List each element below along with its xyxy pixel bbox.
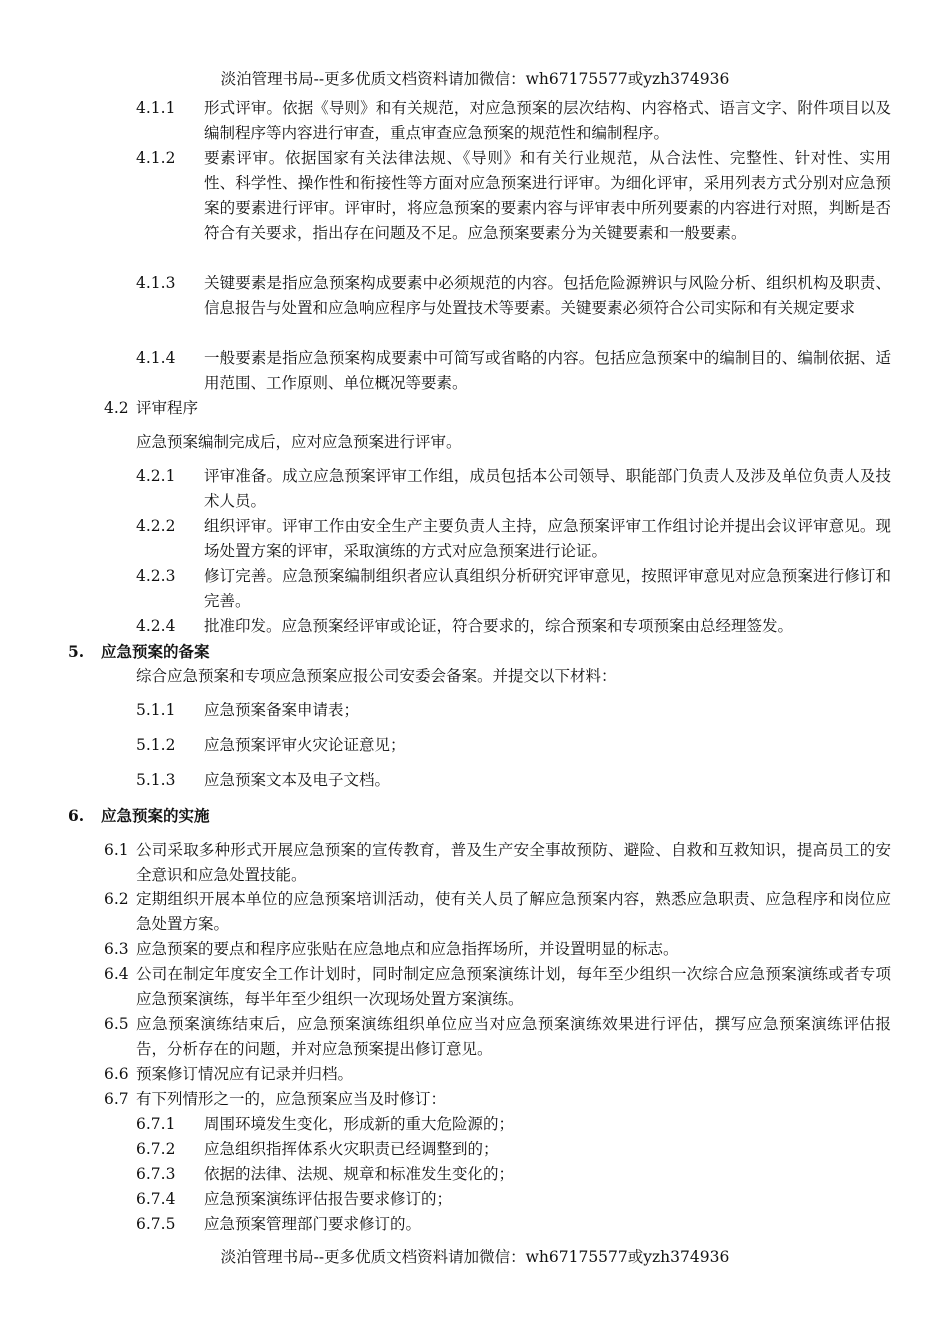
clause-number: 4.2.1 bbox=[136, 467, 176, 485]
clause-text: 形式评审。依据《导则》和有关规范，对应急预案的层次结构、内容格式、语言文字、附件项目以及编制程序等内容进行审查，重点审查应急预案的规范性和编制程序。 bbox=[204, 99, 891, 142]
section-number: 4.2 bbox=[104, 399, 129, 417]
clause-text: 批准印发。应急预案经评审或论证，符合要求的，综合预案和专项预案由总经理签发。 bbox=[204, 617, 794, 635]
clause-4-2-3 bbox=[136, 564, 891, 614]
section-5-intro: 综合应急预案和专项应急预案应报公司安委会备案。并提交以下材料： bbox=[136, 667, 617, 685]
clause-number: 6.7.5 bbox=[136, 1215, 176, 1233]
clause-4-1-3 bbox=[136, 271, 891, 321]
section-6-heading bbox=[68, 803, 891, 828]
clause-number: 4.1.4 bbox=[136, 349, 176, 367]
clause-text: 应急预案的要点和程序应张贴在应急地点和应急指挥场所，并设置明显的标志。 bbox=[136, 940, 679, 958]
clause-6-4 bbox=[104, 962, 891, 1012]
clause-6-2 bbox=[104, 887, 891, 937]
clause-5-1-3 bbox=[136, 768, 891, 793]
clause-6-7 bbox=[104, 1087, 891, 1112]
clause-5-1-2 bbox=[136, 733, 891, 758]
clause-4-2-1 bbox=[136, 464, 891, 514]
clause-number: 6.6 bbox=[104, 1065, 129, 1083]
clause-5-1-1 bbox=[136, 698, 891, 723]
clause-text: 应急预案文本及电子文档。 bbox=[204, 771, 391, 789]
clause-text: 定期组织开展本单位的应急预案培训活动，使有关人员了解应急预案内容，熟悉应急职责、应急程序和岗位应急处置方案。 bbox=[136, 890, 891, 933]
clause-text: 关键要素是指应急预案构成要素中必须规范的内容。包括危险源辨识与风险分析、组织机构及职责、信息报告与处置和应急响应程序与处置技术等要素。关键要素必须符合公司实际和有关规定要求 bbox=[204, 274, 891, 317]
clause-4-2-4 bbox=[136, 614, 891, 639]
clause-text: 应急组织指挥体系火灾职责已经调整到的； bbox=[204, 1140, 499, 1158]
clause-text: 应急预案评审火灾论证意见； bbox=[204, 736, 406, 754]
section-title: 应急预案的实施 bbox=[101, 806, 210, 825]
clause-number: 5.1.3 bbox=[136, 771, 176, 789]
clause-number: 6.7.4 bbox=[136, 1190, 176, 1208]
page-footer: 淡泊管理书局--更多优质文档资料请加微信：wh67175577或yzh374936 bbox=[220, 1248, 730, 1266]
clause-number: 6.7.2 bbox=[136, 1140, 176, 1158]
clause-text: 有下列情形之一的，应急预案应当及时修订： bbox=[136, 1090, 447, 1108]
clause-number: 5.1.2 bbox=[136, 736, 176, 754]
clause-text: 应急预案备案申请表； bbox=[204, 701, 360, 719]
section-4-2 bbox=[104, 396, 891, 421]
section-number: 6. bbox=[68, 806, 85, 825]
clause-number: 6.7 bbox=[104, 1090, 129, 1108]
clause-number: 6.4 bbox=[104, 965, 129, 983]
clause-6-7-2 bbox=[136, 1137, 891, 1162]
clause-number: 6.7.3 bbox=[136, 1165, 176, 1183]
clause-4-1-2 bbox=[136, 146, 891, 246]
clause-text: 评审准备。成立应急预案评审工作组，成员包括本公司领导、职能部门负责人及涉及单位负责人及技术人员。 bbox=[204, 467, 891, 510]
clause-number: 6.3 bbox=[104, 940, 129, 958]
clause-text: 依据的法律、法规、规章和标准发生变化的； bbox=[204, 1165, 515, 1183]
clause-number: 4.1.1 bbox=[136, 99, 176, 117]
clause-6-3 bbox=[104, 937, 891, 962]
clause-number: 5.1.1 bbox=[136, 701, 176, 719]
section-number: 5. bbox=[68, 642, 85, 661]
clause-text: 修订完善。应急预案编制组织者应认真组织分析研究评审意见，按照评审意见对应急预案进行修订和完善。 bbox=[204, 567, 891, 610]
clause-number: 4.1.2 bbox=[136, 149, 176, 167]
section-title: 评审程序 bbox=[136, 399, 199, 417]
clause-text: 周围环境发生变化，形成新的重大危险源的； bbox=[204, 1115, 515, 1133]
clause-6-6 bbox=[104, 1062, 891, 1087]
clause-number: 4.2.4 bbox=[136, 617, 176, 635]
section-4-2-intro: 应急预案编制完成后，应对应急预案进行评审。 bbox=[136, 433, 462, 451]
clause-number: 4.2.3 bbox=[136, 567, 176, 585]
page-header: 淡泊管理书局--更多优质文档资料请加微信：wh67175577或yzh374936 bbox=[220, 70, 730, 88]
clause-6-7-5 bbox=[136, 1212, 891, 1237]
clause-text: 预案修订情况应有记录并归档。 bbox=[136, 1065, 354, 1083]
clause-4-1-1 bbox=[136, 96, 891, 146]
clause-text: 公司采取多种形式开展应急预案的宣传教育，普及生产安全事故预防、避险、自救和互救知识，提高员工的安全意识和应急处置技能。 bbox=[136, 841, 891, 884]
clause-number: 6.2 bbox=[104, 890, 129, 908]
clause-6-1 bbox=[104, 838, 891, 888]
clause-text: 组织评审。评审工作由安全生产主要负责人主持，应急预案评审工作组讨论并提出会议评审意见。现场处置方案的评审，采取演练的方式对应急预案进行论证。 bbox=[204, 517, 891, 560]
clause-text: 一般要素是指应急预案构成要素中可简写或省略的内容。包括应急预案中的编制目的、编制依据、适用范围、工作原则、单位概况等要素。 bbox=[204, 349, 891, 392]
section-5-heading bbox=[68, 639, 891, 664]
clause-text: 要素评审。依据国家有关法律法规、《导则》和有关行业规范，从合法性、完整性、针对性、实用性、科学性、操作性和衔接性等方面对应急预案进行评审。为细化评审，采用列表方式分别对应急预案的要素进行评审。评审时，将应急预案的要素内容与评审表中所列要素的内容进行对照，判断是否符合有关要求，指出存在问题及不足。应急预案要素分为关键要素和一般要素。 bbox=[204, 149, 891, 242]
clause-6-5 bbox=[104, 1012, 891, 1062]
section-title: 应急预案的备案 bbox=[101, 642, 210, 661]
clause-6-7-3 bbox=[136, 1162, 891, 1187]
clause-number: 6.5 bbox=[104, 1015, 129, 1033]
clause-text: 公司在制定年度安全工作计划时，同时制定应急预案演练计划，每年至少组织一次综合应急预案演练或者专项应急预案演练，每半年至少组织一次现场处置方案演练。 bbox=[136, 965, 891, 1008]
clause-6-7-1 bbox=[136, 1112, 891, 1137]
clause-number: 6.7.1 bbox=[136, 1115, 176, 1133]
clause-text: 应急预案管理部门要求修订的。 bbox=[204, 1215, 422, 1233]
clause-text: 应急预案演练评估报告要求修订的； bbox=[204, 1190, 453, 1208]
clause-number: 6.1 bbox=[104, 841, 129, 859]
clause-number: 4.1.3 bbox=[136, 274, 176, 292]
clause-text: 应急预案演练结束后，应急预案演练组织单位应当对应急预案演练效果进行评估，撰写应急预案演练评估报告，分析存在的问题，并对应急预案提出修订意见。 bbox=[136, 1015, 891, 1058]
clause-4-1-4 bbox=[136, 346, 891, 396]
clause-4-2-2 bbox=[136, 514, 891, 564]
clause-number: 4.2.2 bbox=[136, 517, 176, 535]
clause-6-7-4 bbox=[136, 1187, 891, 1212]
